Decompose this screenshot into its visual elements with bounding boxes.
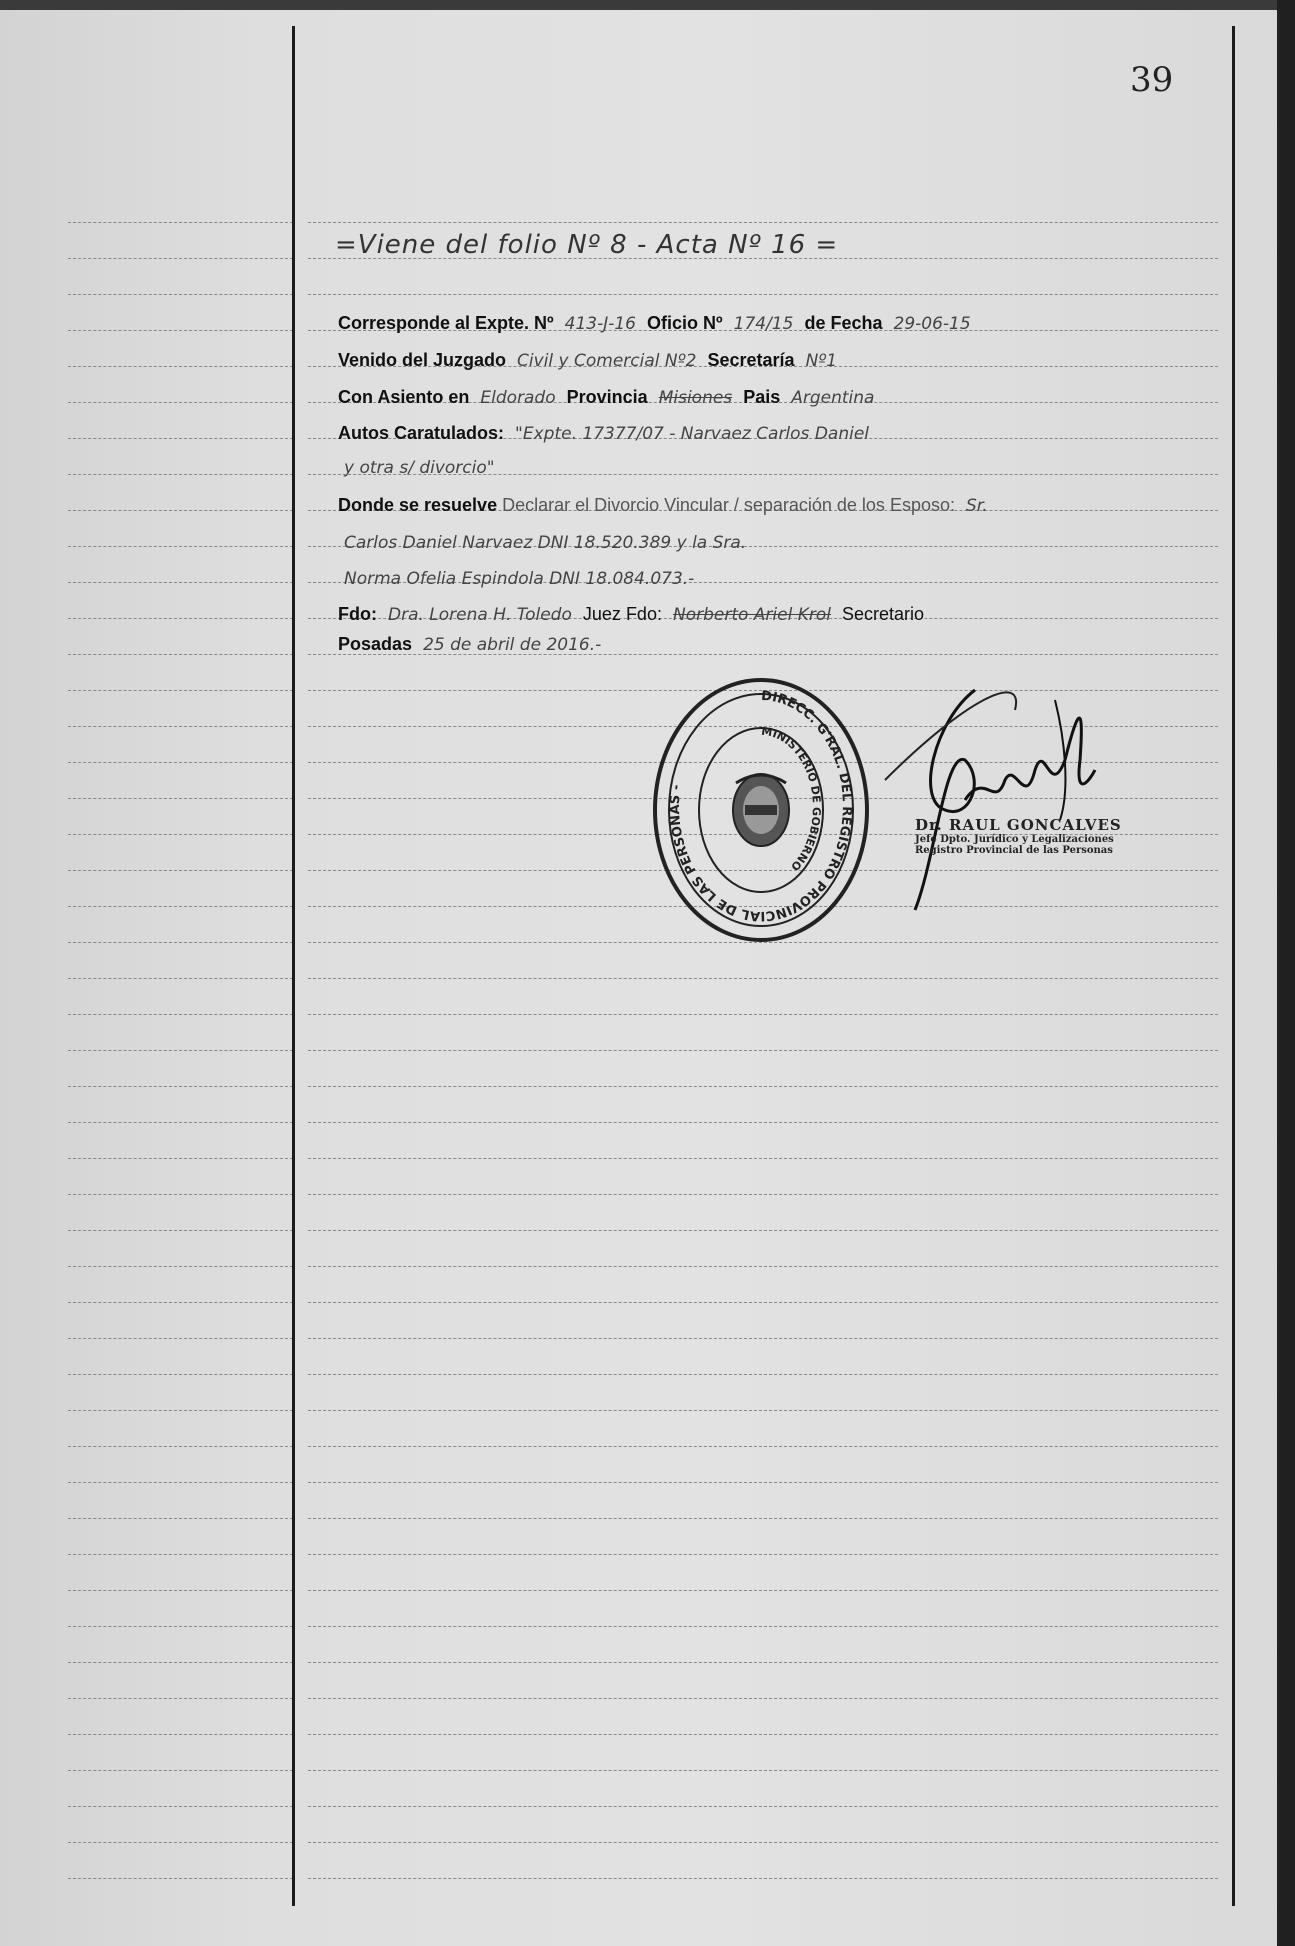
ruled-line [308, 1230, 1218, 1232]
page-number: 39 [1130, 60, 1174, 100]
ruled-line [68, 1230, 293, 1232]
ruled-line [68, 870, 293, 872]
juez-value: Dra. Lorena H. Toledo [382, 605, 578, 625]
left-margin-rules [68, 0, 293, 1946]
ruled-line [68, 1266, 293, 1268]
ruled-line [308, 1014, 1218, 1016]
asiento-value: Eldorado [474, 388, 561, 408]
ruled-line [308, 1266, 1218, 1268]
oficio-value: 174/15 [728, 314, 800, 334]
ruled-line [308, 1554, 1218, 1556]
ruled-line [68, 762, 293, 764]
ruled-line [308, 1122, 1218, 1124]
row-donde [338, 495, 1153, 516]
ruled-line [68, 294, 293, 296]
ruled-line [68, 1662, 293, 1664]
ruled-line [68, 1050, 293, 1052]
fdo-label: Fdo: [338, 604, 377, 624]
row-asiento [338, 387, 1153, 408]
fecha-value: 29-06-15 [888, 314, 977, 334]
donde-text: Declarar el Divorcio Vincular / separación de los Esposo: [502, 495, 955, 515]
main-rules [308, 0, 1218, 1946]
ruled-line [308, 222, 1218, 224]
donde-label: Donde se resuelve [338, 495, 498, 515]
ruled-line [68, 1842, 293, 1844]
ruled-line [68, 1086, 293, 1088]
posadas-label: Posadas [338, 634, 413, 654]
ruled-line [68, 1338, 293, 1340]
ruled-line [308, 1302, 1218, 1304]
coat-of-arms-icon [733, 774, 789, 846]
row-juzgado [338, 350, 1153, 371]
ruled-line [68, 1482, 293, 1484]
row-autos [338, 423, 1153, 444]
ruled-line [68, 1626, 293, 1628]
ruled-line [68, 366, 293, 368]
signature-block [915, 816, 1165, 856]
asiento-label: Con Asiento en [338, 387, 470, 407]
ruled-line [308, 1518, 1218, 1520]
ruled-line [308, 1482, 1218, 1484]
ruled-line [308, 1086, 1218, 1088]
ruled-line [308, 294, 1218, 296]
ruled-line [308, 1662, 1218, 1664]
expte-label: Corresponde al Expte. Nº [338, 313, 554, 333]
ruled-line [308, 1158, 1218, 1160]
ruled-line [308, 1374, 1218, 1376]
ruled-line [68, 618, 293, 620]
ruled-line [68, 1410, 293, 1412]
ruled-line [68, 1302, 293, 1304]
row-autos-cont [338, 457, 1153, 478]
ruled-line [68, 1878, 293, 1880]
fdo2-label: Fdo: [625, 604, 662, 624]
ruled-line [68, 258, 293, 260]
juzgado-value: Civil y Comercial Nº2 [511, 351, 702, 371]
ruled-line [68, 798, 293, 800]
handwritten-signature [875, 660, 1155, 920]
ruled-line [68, 1122, 293, 1124]
ruled-line [68, 654, 293, 656]
ruled-line [68, 1698, 293, 1700]
margin-line [292, 26, 295, 1906]
ruled-line [308, 1338, 1218, 1340]
esposo-value-3: Norma Ofelia Espindola DNI 18.084.073.- [338, 569, 700, 589]
signer-title-1: Jefe Dpto. Jurídico y Legalizaciones [915, 834, 1114, 845]
ruled-line [68, 330, 293, 332]
esposo-value-1: Sr. [960, 496, 994, 516]
autos-label: Autos Caratulados: [338, 423, 505, 443]
signer-title-2: Registro Provincial de las Personas [915, 845, 1113, 856]
ruled-line [68, 1194, 293, 1196]
ruled-line [308, 978, 1218, 980]
row-esposo-3 [338, 568, 1153, 589]
ruled-line [308, 1878, 1218, 1880]
ruled-line [68, 726, 293, 728]
ruled-line [308, 1626, 1218, 1628]
secretaria-value: Nº1 [800, 351, 844, 371]
page-right-edge [1277, 0, 1295, 1946]
row-expte [338, 313, 1153, 334]
ruled-line [68, 834, 293, 836]
juez-label: Juez [582, 604, 621, 624]
ruled-line [68, 582, 293, 584]
ruled-line [308, 1770, 1218, 1772]
ruled-line [68, 906, 293, 908]
row-firmas [338, 604, 1153, 625]
secretaria-label: Secretaría [707, 350, 795, 370]
oficio-label: Oficio Nº [647, 313, 723, 333]
secretario-value: Norberto Ariel Krol [667, 605, 837, 625]
official-seal [650, 675, 872, 945]
fecha-label: de Fecha [804, 313, 883, 333]
ruled-line [68, 510, 293, 512]
ruled-line [308, 1194, 1218, 1196]
row-posadas [338, 634, 1153, 655]
ruled-line [68, 1806, 293, 1808]
ruled-line [68, 546, 293, 548]
signer-name: Dr. RAUL GONCALVES [915, 816, 1122, 834]
ruled-line [68, 942, 293, 944]
ruled-line [308, 1410, 1218, 1412]
expte-value: 413-J-16 [559, 314, 642, 334]
seal-inner-text: MINISTERIO DE GOBIERNO [760, 724, 824, 874]
posadas-value: 25 de abril de 2016.- [417, 635, 607, 655]
ruled-line [308, 1806, 1218, 1808]
row-esposo-2 [338, 532, 1153, 553]
ruled-line [68, 1590, 293, 1592]
ruled-line [68, 1554, 293, 1556]
provincia-label: Provincia [566, 387, 648, 407]
seal-outer-text: DIRECC. G'RAL. DEL REGISTRO PROVINCIAL DE LAS PERSONAS - [667, 688, 855, 924]
ruled-line [68, 222, 293, 224]
ruled-line [68, 1446, 293, 1448]
ruled-line [68, 474, 293, 476]
ruled-line [68, 1518, 293, 1520]
ruled-line [68, 438, 293, 440]
ruled-line [68, 690, 293, 692]
secretario-label: Secretario [842, 604, 925, 624]
ruled-line [68, 402, 293, 404]
provincia-value: Misiones [653, 388, 738, 408]
pais-label: Pais [743, 387, 781, 407]
right-border-line [1232, 26, 1235, 1906]
esposo-value-2: Carlos Daniel Narvaez DNI 18.520.389 y la Sra. [338, 533, 752, 553]
ruled-line [68, 1770, 293, 1772]
ruled-line [68, 1014, 293, 1016]
ruled-line [308, 1050, 1218, 1052]
autos-value-1: "Expte. 17377/07 - Narvaez Carlos Daniel [509, 424, 875, 444]
autos-value-2: y otra s/ divorcio" [338, 458, 501, 478]
ruled-line [68, 1158, 293, 1160]
pais-value: Argentina [785, 388, 880, 408]
ruled-line [308, 1446, 1218, 1448]
juzgado-label: Venido del Juzgado [338, 350, 507, 370]
ruled-line [68, 1374, 293, 1376]
ruled-line [308, 1698, 1218, 1700]
ruled-line [308, 1734, 1218, 1736]
header-note: =Viene del folio Nº 8 - Acta Nº 16 = [335, 230, 839, 260]
ruled-line [308, 1842, 1218, 1844]
ruled-line [308, 1590, 1218, 1592]
ruled-line [68, 978, 293, 980]
ruled-line [68, 1734, 293, 1736]
